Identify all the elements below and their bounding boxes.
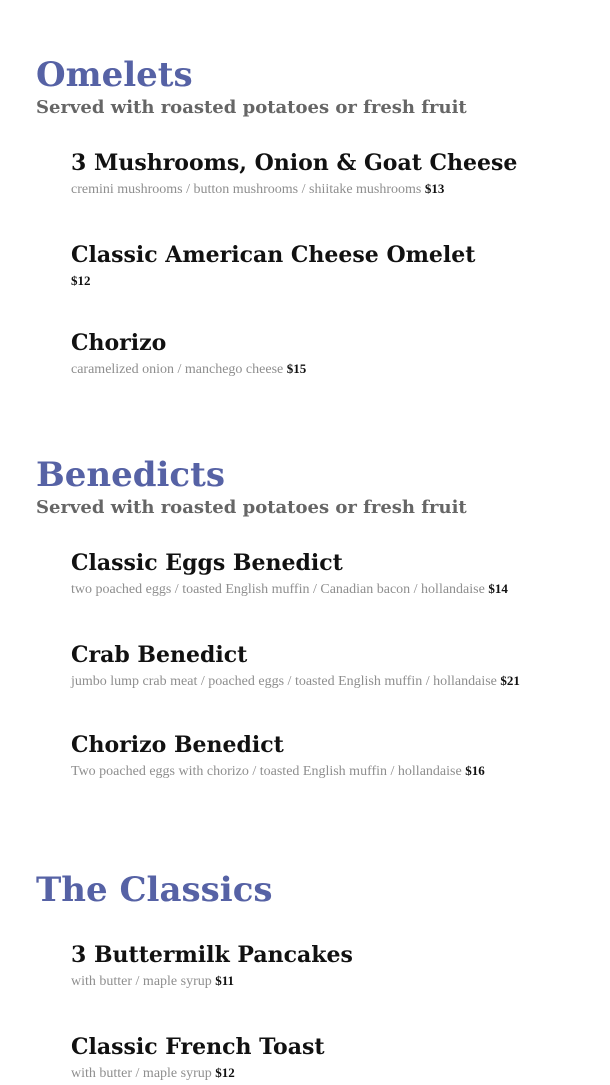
menu-item — [71, 1032, 590, 1085]
item-description: caramelized onion / manchego cheese — [71, 362, 284, 377]
item-description: Two poached eggs with chorizo / toasted English muffin / hollandaise — [71, 764, 462, 779]
item-description-line — [71, 670, 590, 693]
item-description-line — [71, 358, 590, 381]
item-name: Crab Benedict — [71, 642, 248, 668]
menu-item — [71, 548, 590, 601]
item-name: Classic Eggs Benedict — [71, 550, 343, 576]
item-description-line — [71, 1062, 590, 1085]
item-description-line — [71, 578, 590, 601]
item-description-line — [71, 970, 590, 993]
section-title: The Classics — [36, 870, 273, 910]
item-description: cremini mushrooms / button mushrooms / shiitake mushrooms — [71, 182, 422, 197]
item-price: $16 — [465, 763, 485, 778]
item-name: Classic American Cheese Omelet — [71, 242, 476, 268]
item-description-line — [71, 760, 590, 783]
item-name: 3 Mushrooms, Onion & Goat Cheese — [71, 150, 518, 176]
item-name: Chorizo Benedict — [71, 732, 284, 758]
item-description: jumbo lump crab meat / poached eggs / toasted English muffin / hollandaise — [71, 674, 497, 689]
section-subtitle: Served with roasted potatoes or fresh fruit — [36, 97, 467, 118]
section-header-classics — [36, 869, 590, 911]
section-header-omelets — [36, 54, 590, 120]
item-name: 3 Buttermilk Pancakes — [71, 942, 353, 968]
item-name: Classic French Toast — [71, 1034, 325, 1060]
item-description-line — [71, 270, 590, 293]
item-description: with butter / maple syrup — [71, 1066, 212, 1081]
item-name: Chorizo — [71, 330, 167, 356]
item-description: two poached eggs / toasted English muffin / Canadian bacon / hollandaise — [71, 582, 485, 597]
item-price: $14 — [488, 581, 508, 596]
menu-item — [71, 240, 590, 293]
item-description-line — [71, 178, 590, 201]
item-price: $13 — [424, 181, 445, 196]
item-price: $12 — [71, 273, 91, 288]
section-title: Benedicts — [36, 455, 225, 495]
item-price: $12 — [215, 1065, 235, 1080]
item-price: $21 — [500, 673, 520, 688]
menu-item — [71, 148, 590, 201]
menu-item — [71, 730, 590, 783]
section-subtitle: Served with roasted potatoes or fresh fruit — [36, 497, 467, 518]
menu-item — [71, 640, 590, 693]
menu-item — [71, 328, 590, 381]
item-price: $15 — [286, 361, 307, 376]
section-header-benedicts — [36, 454, 590, 520]
menu-item — [71, 940, 590, 993]
item-price: $11 — [215, 973, 235, 988]
item-description: with butter / maple syrup — [71, 974, 212, 989]
section-title: Omelets — [36, 55, 193, 95]
